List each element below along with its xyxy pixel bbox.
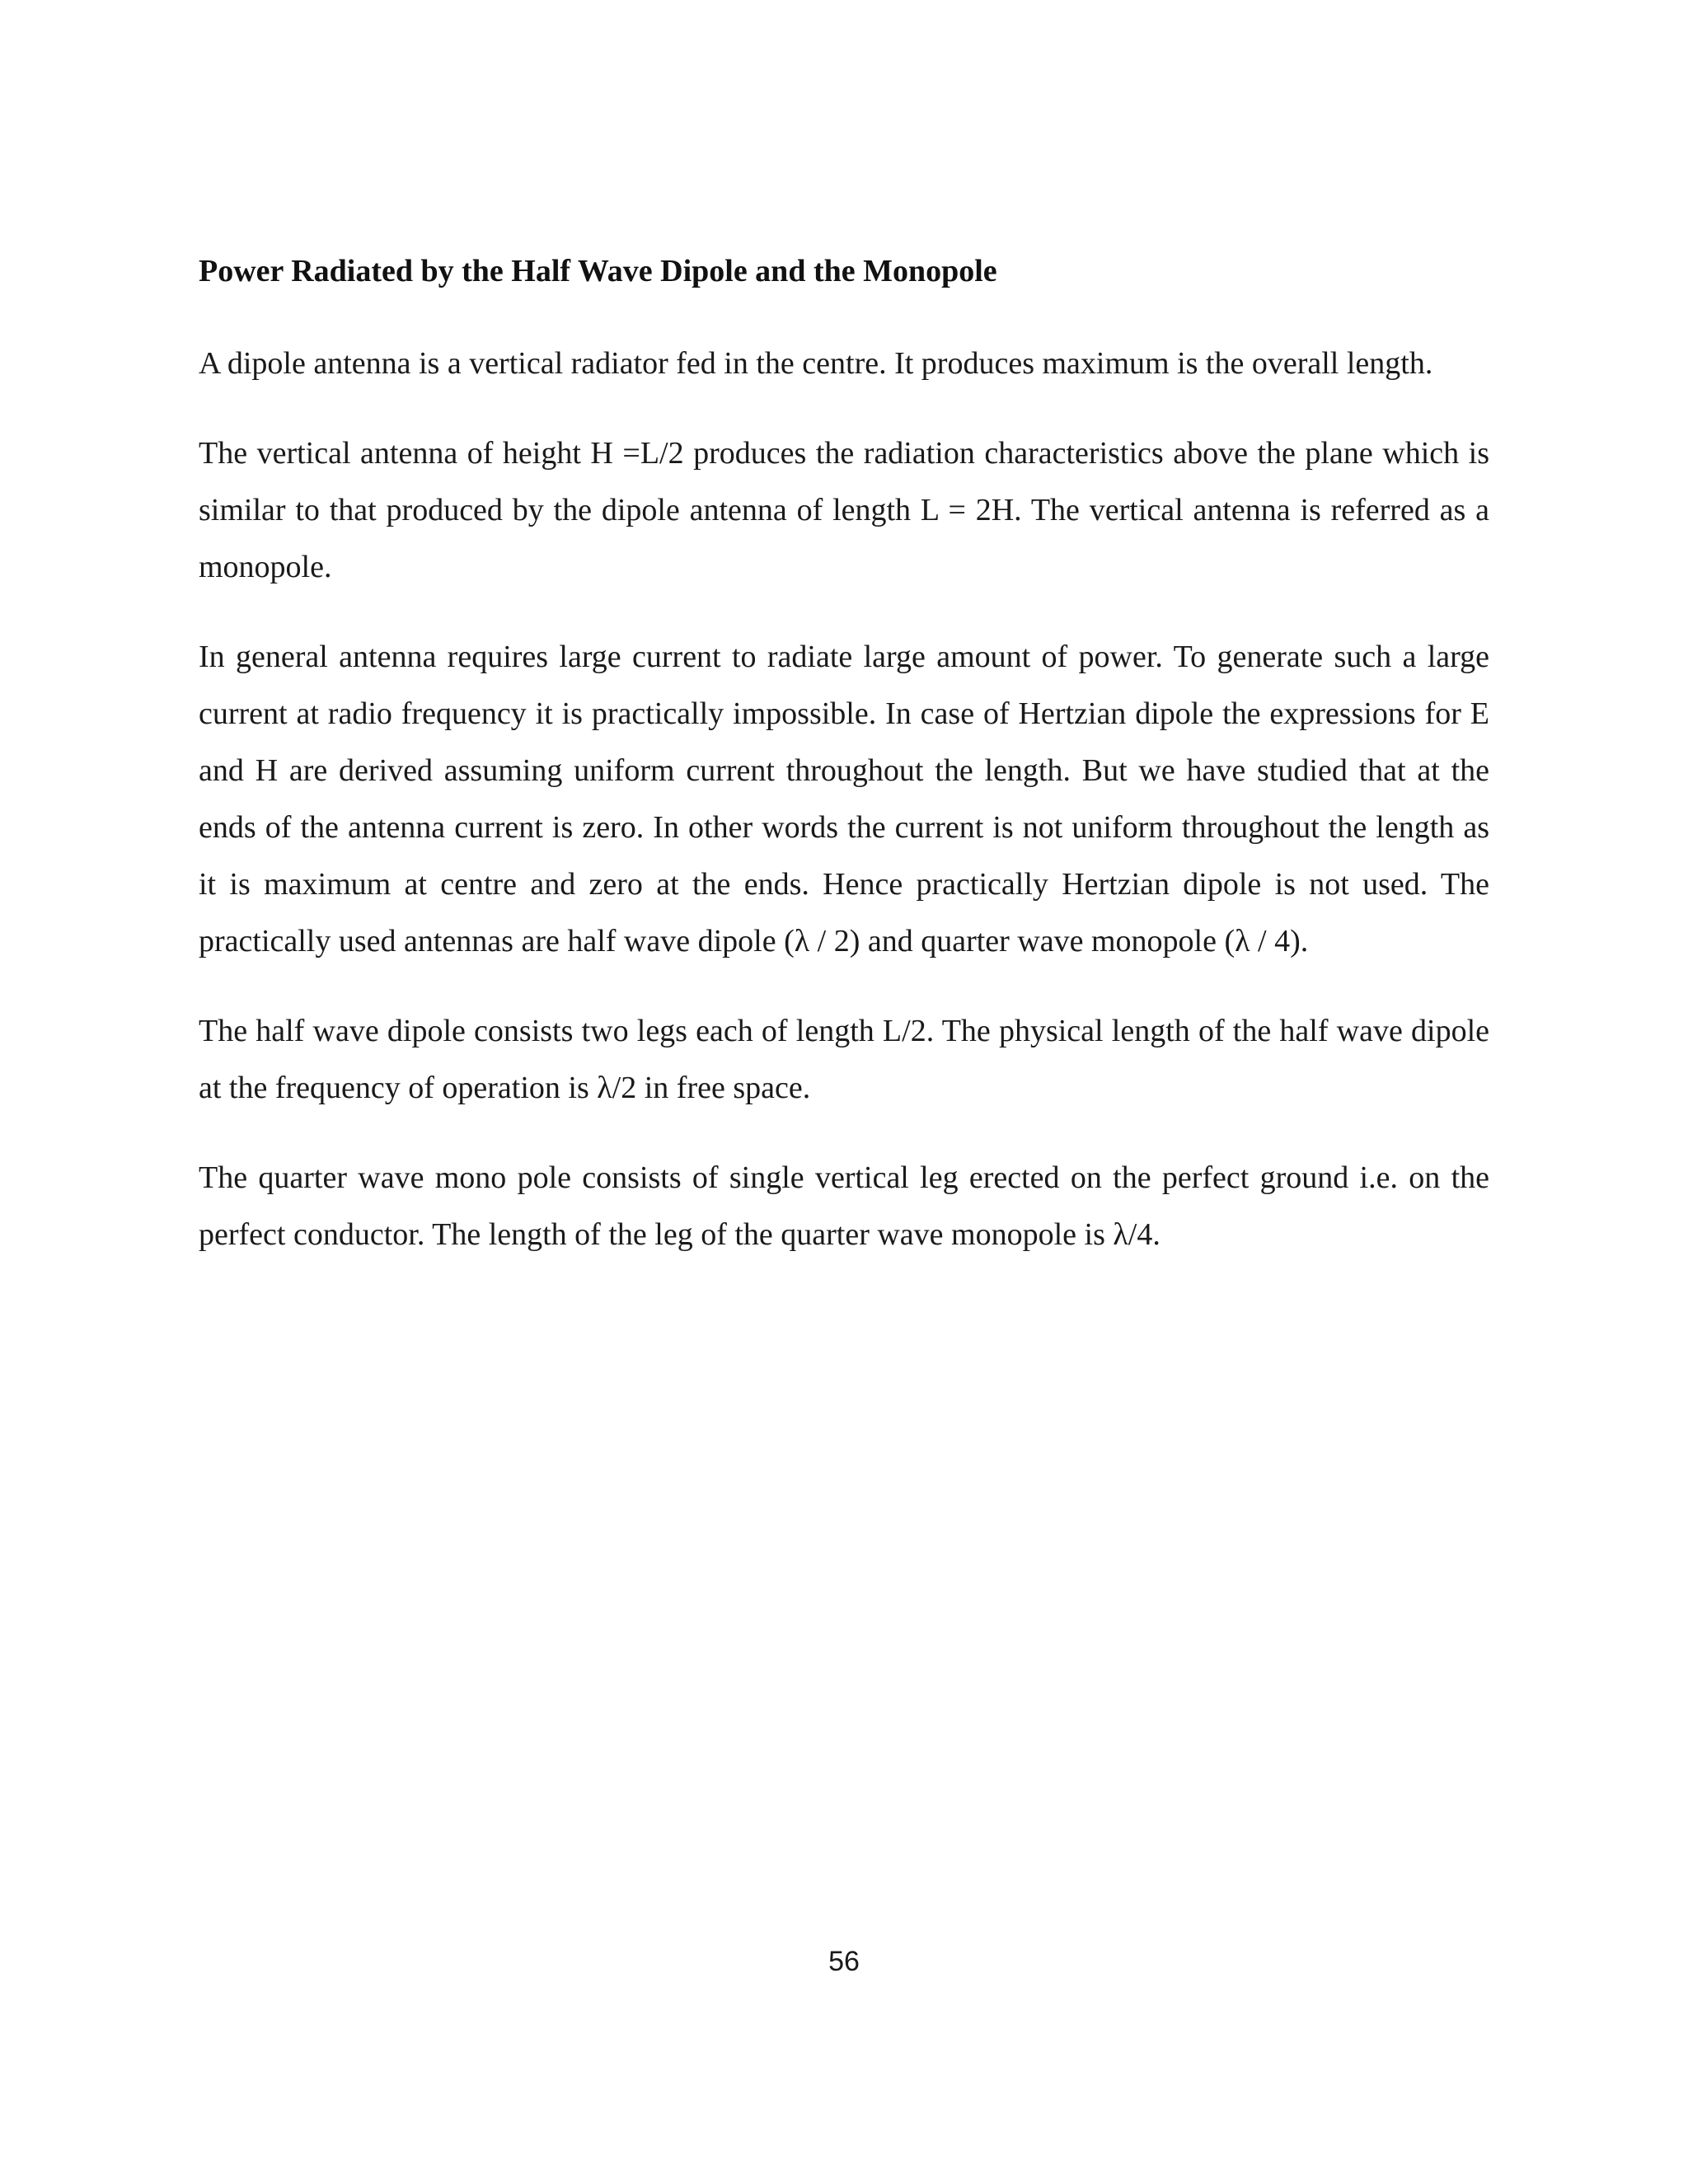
section-heading: Power Radiated by the Half Wave Dipole and the Monopole [199,254,997,288]
paragraph-quarter-wave-monopole: The quarter wave mono pole consists of single vertical leg erected on the perfect ground i.e. on the perfect conductor. The length of the leg of the quarter wave monopole is λ/4. [199,1160,1489,1252]
paragraph-monopole-definition: The vertical antenna of height H =L/2 produces the radiation characteristics above the plane which is similar to that produced by the dipole antenna of length L = 2H. The vertical antenna is referred as a monopole. [199,436,1489,584]
paragraph-current-distribution: In general antenna requires large current to radiate large amount of power. To generate such a large current at radio frequency it is practically impossible. In case of Hertzian dipole the expressions for E and H are derived assuming uniform current throughout the length. But we have studied that at the ends of the antenna current is zero. In other words the current is not uniform throughout the length as it is maximum at centre and zero at the ends. Hence practically Hertzian dipole is not used. The practically used antennas are half wave dipole (λ / 2) and quarter wave monopole (λ / 4). [199,640,1489,958]
page-content [199,251,1489,1296]
page-number: 56 [828,1946,860,1977]
paragraph-half-wave-dipole: The half wave dipole consists two legs each of length L/2. The physical length of the half wave dipole at the frequency of operation is λ/2 in free space. [199,1014,1489,1105]
paragraph-dipole-definition: A dipole antenna is a vertical radiator fed in the centre. It produces maximum is the overall length. [199,346,1433,381]
